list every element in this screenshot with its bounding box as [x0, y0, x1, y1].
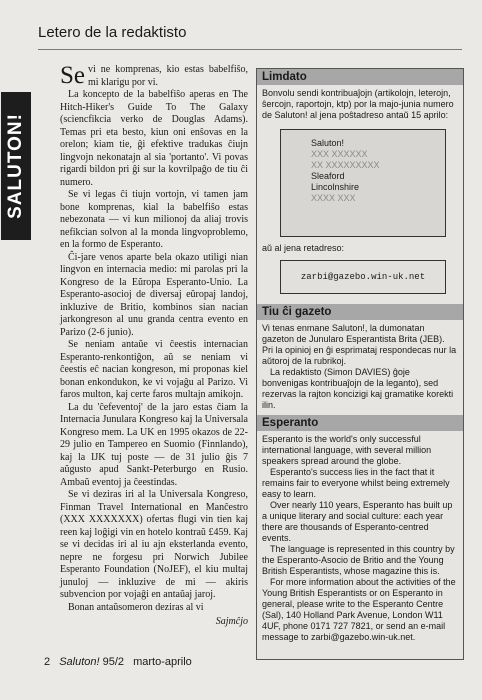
- address-line: XXXX XXX: [311, 193, 356, 203]
- info-sidebar: [256, 68, 464, 660]
- email-intro: aŭ al jena retadreso:: [262, 243, 345, 253]
- esperanto-paragraph: Esperanto is the world's only successful international language, with several million speakers spread around the globe.: [262, 434, 432, 466]
- address-line: Sleaford: [311, 171, 345, 181]
- address-line: XXX XXXXXX: [311, 149, 368, 159]
- letter-paragraph: Se vi deziras iri al la Universala Kongreso, Finman Travel International en Manĉestro (XXX XXXXXXX) ofertas flugi vin tien kaj reen kaj loĝigi vin en hotelo kontraŭ £459. Kaj se vi decidas iri al iu ajn eksterlanda evento, nepre ne forgesu pri Norwich Jubilee Esperanto Foundation (NoJEF), el kiu multaj junuloj — inkluzive de mi — akiris subvencion por vojaĝi en antaŭaj jaroj.: [60, 489, 248, 600]
- tiu-paragraph: La redaktisto (Simon DAVIES) ĝoje bonvenigas kontribuaĵojn de la leganto), sed rezervas la rajton koncizigi kaj gramatike korekti ilin.: [262, 367, 454, 410]
- page-header: Letero de la redaktisto: [38, 24, 462, 50]
- page-footer: [44, 656, 198, 668]
- esperanto-paragraph: Over nearly 110 years, Esperanto has built up a unique literary and social culture: each year there are thousands of Esperanto-centred events.: [262, 500, 453, 543]
- esperanto-paragraph: Esperanto's success lies in the fact that it remains fair to everyone whilst being extremely easy to learn.: [262, 467, 450, 499]
- section-heading-esperanto: Esperanto: [257, 415, 463, 431]
- issue-date: marto-aprilo: [133, 656, 192, 668]
- address-line: XX XXXXXXXXX: [311, 160, 380, 170]
- esperanto-paragraph: The language is represented in this country by the Esperanto-Asocio de Britio and the Young British Esperantists, whose magazine this is.: [262, 544, 455, 576]
- letter-paragraph: La koncepto de la babelfiŝo aperas en The Hitch-Hiker's Guide To The Galaxy (sciencfikcia verko de Douglas Adams). Temas pri eta besto, kiun oni enŝovas en la orelon; kiam tie, ĝi efektive tradukas ĉiujn lingvojn nekonatajn al sia 'portanto'. Vi povas rigardi bildon pri ĝi sur la kovrilpaĝo de tiu ĉi numero.: [60, 89, 248, 188]
- letter-paragraph: Se vi legas ĉi tiujn vortojn, vi tamen jam bone komprenas, kial la babelfiŝo estas nebezonata — vi kun milionoj da aliaj trovis nefikcian solvon al la monda lingvoproblemo, en la formo de Esperanto.: [60, 189, 248, 250]
- deadline-text: Bonvolu sendi kontribuaĵojn (artikolojn, leterojn, ŝercojn, raportojn, ktp) por la majo-junia numero de Saluton! al jena poŝtadreso antaŭ 15 aprilo:: [262, 88, 454, 120]
- section-heading-tiu: Tiu ĉi gazeto: [257, 304, 463, 320]
- address-line: Lincolnshire: [311, 182, 360, 192]
- letter-paragraph: Se neniam antaŭe vi ĉeestis internacian Esperanto-renkontiĝon, aŭ se neniam vi ĉeestis eĉ nacian kongreson, mi proponas kiel bonan enkondukon, ke vi vojaĝu al Parizo. Vi faros multon, kaj certe faros multajn amikojn.: [60, 339, 248, 400]
- postal-address-box: [280, 129, 446, 237]
- side-tab-label: SALUTON!: [5, 113, 26, 219]
- drop-cap: Se: [60, 62, 85, 89]
- tiu-paragraph: Vi tenas enmane Saluton!, la dumonatan gazeton de Junularo Esperantista Brita (JEB). Pri la opinioj en ĝi esprimataj respondecas nur la aŭtoroj de la rubrikoj.: [262, 323, 457, 366]
- email-address[interactable]: zarbi@gazebo.win-uk.net: [300, 271, 426, 282]
- side-tab: [1, 92, 31, 240]
- editor-letter: [60, 64, 248, 629]
- section-tiu: [257, 320, 463, 415]
- letter-paragraph: Se vi ne komprenas, kio estas babelfiŝo, mi klarigu por vi.: [60, 62, 248, 89]
- section-heading-limdato: Limdato: [257, 69, 463, 85]
- letter-paragraph: Ĉi-jare venos aparte bela okazo utiligi nian lingvon en internacia medio: mi parolas pri la Kongreso de la Eŭropa Esperanto-Unio. La Esperanto-asocioj de diversaj eŭropaj landoj, inkluzive de Britio, kombinos sian nacian jarkongreson al unu granda centra evento en Parizo (2-6 junio).: [60, 251, 248, 338]
- address-line: Saluton!: [311, 138, 345, 148]
- section-esperanto: [257, 431, 463, 647]
- email-address-box: [280, 260, 446, 294]
- letter-paragraph: Bonan antaŭsomeron deziras al vi: [68, 601, 204, 613]
- letter-paragraph: La du 'ĉefeventoj' de la jaro estas ĉiam la Internacia Junulara Kongreso kaj la Universala Kongreso mem. La UK en 1995 okazos de 22-29 julio en Tampereo en Suomio (Finnlando), kaj la IJK tuj poste — de 31 julio ĝis 7 aŭgusto apud Sankt-Peterburgo en Rusio. Ambaŭ eventoj ja ĉeestindas.: [60, 401, 248, 488]
- issue-number: 95/2: [102, 656, 125, 668]
- signature: Sajmĉjo: [215, 616, 248, 627]
- esperanto-paragraph: For more information about the activities of the Young British Esperantists or on Esperanto in general, please write to the Esperanto Centre (Sal), 140 Holland Park Avenue, London W11 4UF, phone 0171 727 7821, or send an e-mail message to zarbi@gazebo.win-uk.net.: [262, 577, 456, 642]
- magazine-name: Saluton!: [59, 656, 100, 668]
- page-number: 2: [44, 656, 51, 668]
- section-limdato: [257, 85, 463, 304]
